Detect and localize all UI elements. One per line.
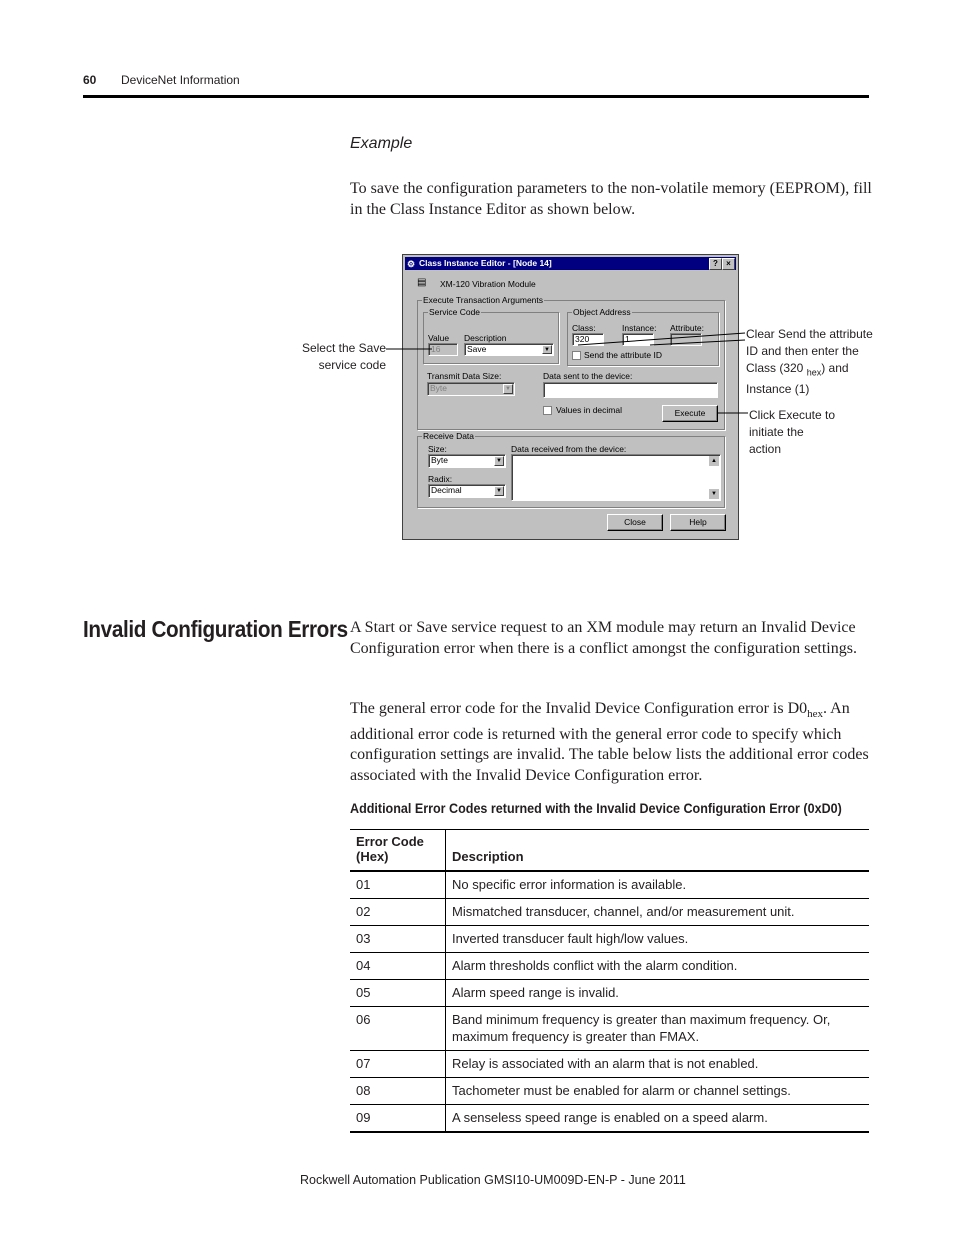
callout-execute-line1: Click Execute to: [749, 408, 836, 422]
error-code: 03: [350, 926, 446, 953]
module-name: XM-120 Vibration Module: [440, 279, 536, 289]
error-code: 07: [350, 1051, 446, 1078]
callout-lines: [0, 0, 954, 600]
callout-save-line2: service code: [318, 358, 386, 372]
execute-button[interactable]: Execute: [662, 405, 718, 422]
values-decimal-label: Values in decimal: [556, 405, 622, 415]
instance-field[interactable]: 1: [622, 333, 654, 346]
description-label: Description: [464, 333, 507, 343]
execute-group-label: Execute Transaction Arguments: [423, 295, 544, 305]
table-row: [350, 1078, 869, 1105]
size-value: Byte: [431, 455, 449, 465]
value-field[interactable]: 16: [428, 343, 458, 356]
table-row: [350, 953, 869, 980]
dialog-app-icon: ⚙: [407, 259, 416, 269]
error-description: Alarm speed range is invalid.: [446, 980, 870, 1007]
radix-value: Decimal: [431, 485, 462, 495]
chevron-down-icon[interactable]: ▼: [494, 486, 504, 496]
send-attribute-label: Send the attribute ID: [584, 350, 662, 360]
size-label: Size:: [428, 444, 447, 454]
section-heading: Invalid Configuration Errors: [83, 616, 348, 642]
error-code: 04: [350, 953, 446, 980]
chevron-down-icon[interactable]: ▼: [542, 345, 552, 354]
error-description: Band minimum frequency is greater than maximum frequency. Or, maximum frequency is greater than FMAX.: [446, 1007, 870, 1051]
error-codes-table: [350, 829, 869, 1133]
class-label: Class:: [572, 323, 596, 333]
section-para-1: A Start or Save service request to an XM module may return an Invalid Device Configuration error when there is a conflict amongst the configuration settings.: [350, 619, 857, 657]
help-button[interactable]: Help: [670, 514, 726, 531]
table-caption: Additional Error Codes returned with the Invalid Device Configuration Error (0xD0): [350, 801, 842, 816]
help-title-button[interactable]: ?: [709, 258, 722, 270]
error-code: 02: [350, 899, 446, 926]
callout-execute-line2: initiate the: [749, 425, 804, 439]
callout-execute-line3: action: [749, 442, 782, 456]
table-row: [350, 899, 869, 926]
callout-save: [280, 340, 386, 374]
object-address-label: Object Address: [573, 307, 631, 317]
module-icon: ▤: [417, 277, 427, 288]
table-row: [350, 980, 869, 1007]
scroll-up-icon[interactable]: ▲: [709, 456, 719, 466]
col-header-description: Description: [446, 830, 870, 872]
error-description: Relay is associated with an alarm that is not enabled.: [446, 1051, 870, 1078]
close-title-button[interactable]: ×: [722, 258, 735, 270]
callout-save-line1: Select the Save: [301, 341, 386, 355]
transmit-size-label: Transmit Data Size:: [427, 371, 502, 381]
leader-class: [650, 340, 745, 345]
error-description: Mismatched transducer, channel, and/or measurement unit.: [446, 899, 870, 926]
col-header-code: Error Code (Hex): [350, 830, 446, 872]
chevron-down-icon[interactable]: ▼: [494, 456, 504, 466]
error-description: Tachometer must be enabled for alarm or channel settings.: [446, 1078, 870, 1105]
section-para-2: The general error code for the Invalid Device Configuration error is $D0_{hex}$. An additional error code is returned with the general error code to specify which configuration settings are invalid. The table below lists the additional error codes associated with the Invalid Device Configuration error.: [350, 700, 869, 784]
class-field[interactable]: 320: [572, 333, 604, 346]
table-row: [350, 1007, 869, 1051]
error-description: A senseless speed range is enabled on a speed alarm.: [446, 1105, 870, 1133]
chevron-down-icon[interactable]: ▼: [503, 384, 513, 394]
transmit-size-value: Byte: [430, 383, 448, 393]
service-code-label: Service Code: [429, 307, 481, 317]
error-description: Alarm thresholds conflict with the alarm condition.: [446, 953, 870, 980]
close-button[interactable]: Close: [607, 514, 663, 531]
description-value: Save: [467, 344, 487, 354]
error-code: 09: [350, 1105, 446, 1133]
table-row: [350, 1105, 869, 1133]
leader-send-attr: [578, 333, 745, 345]
table-row: [350, 871, 869, 899]
value-label: Value: [428, 333, 450, 343]
dialog-title: Class Instance Editor - [Node 14]: [419, 258, 552, 268]
callout-class-line2: ID and then enter the: [746, 344, 859, 358]
callout-class-line4: Instance (1): [746, 382, 810, 397]
receive-data-label: Receive Data: [423, 431, 475, 441]
error-code: 08: [350, 1078, 446, 1105]
example-label: Example: [350, 135, 413, 152]
callout-class-line1: Clear Send the attribute: [746, 327, 873, 341]
table-row: [350, 1051, 869, 1078]
callout-execute: [749, 407, 859, 458]
error-code: 01: [350, 871, 446, 899]
callout-class-line3: Class (320 $_{hex}$) and: [746, 361, 849, 378]
data-received-label: Data received from the device:: [511, 444, 627, 454]
table-row: [350, 926, 869, 953]
attribute-label: Attribute:: [670, 323, 705, 333]
error-description: No specific error information is available.: [446, 871, 870, 899]
page-number: 60: [83, 73, 97, 87]
page-footer: Rockwell Automation Publication GMSI10-UM009D-EN-P - June 2011: [300, 1173, 686, 1187]
running-header: DeviceNet Information: [121, 73, 240, 87]
error-code: 06: [350, 1007, 446, 1051]
example-intro: To save the configuration parameters to the non-volatile memory (EEPROM), fill in the Class Instance Editor as shown below.: [350, 180, 872, 218]
error-code: 05: [350, 980, 446, 1007]
callout-class: [746, 326, 876, 398]
table-header-row: [350, 830, 869, 872]
error-description: Inverted transducer fault high/low values.: [446, 926, 870, 953]
scroll-down-icon[interactable]: ▼: [709, 489, 719, 499]
instance-label: Instance:: [622, 323, 657, 333]
data-sent-label: Data sent to the device:: [543, 371, 633, 381]
radix-label: Radix:: [428, 474, 453, 484]
